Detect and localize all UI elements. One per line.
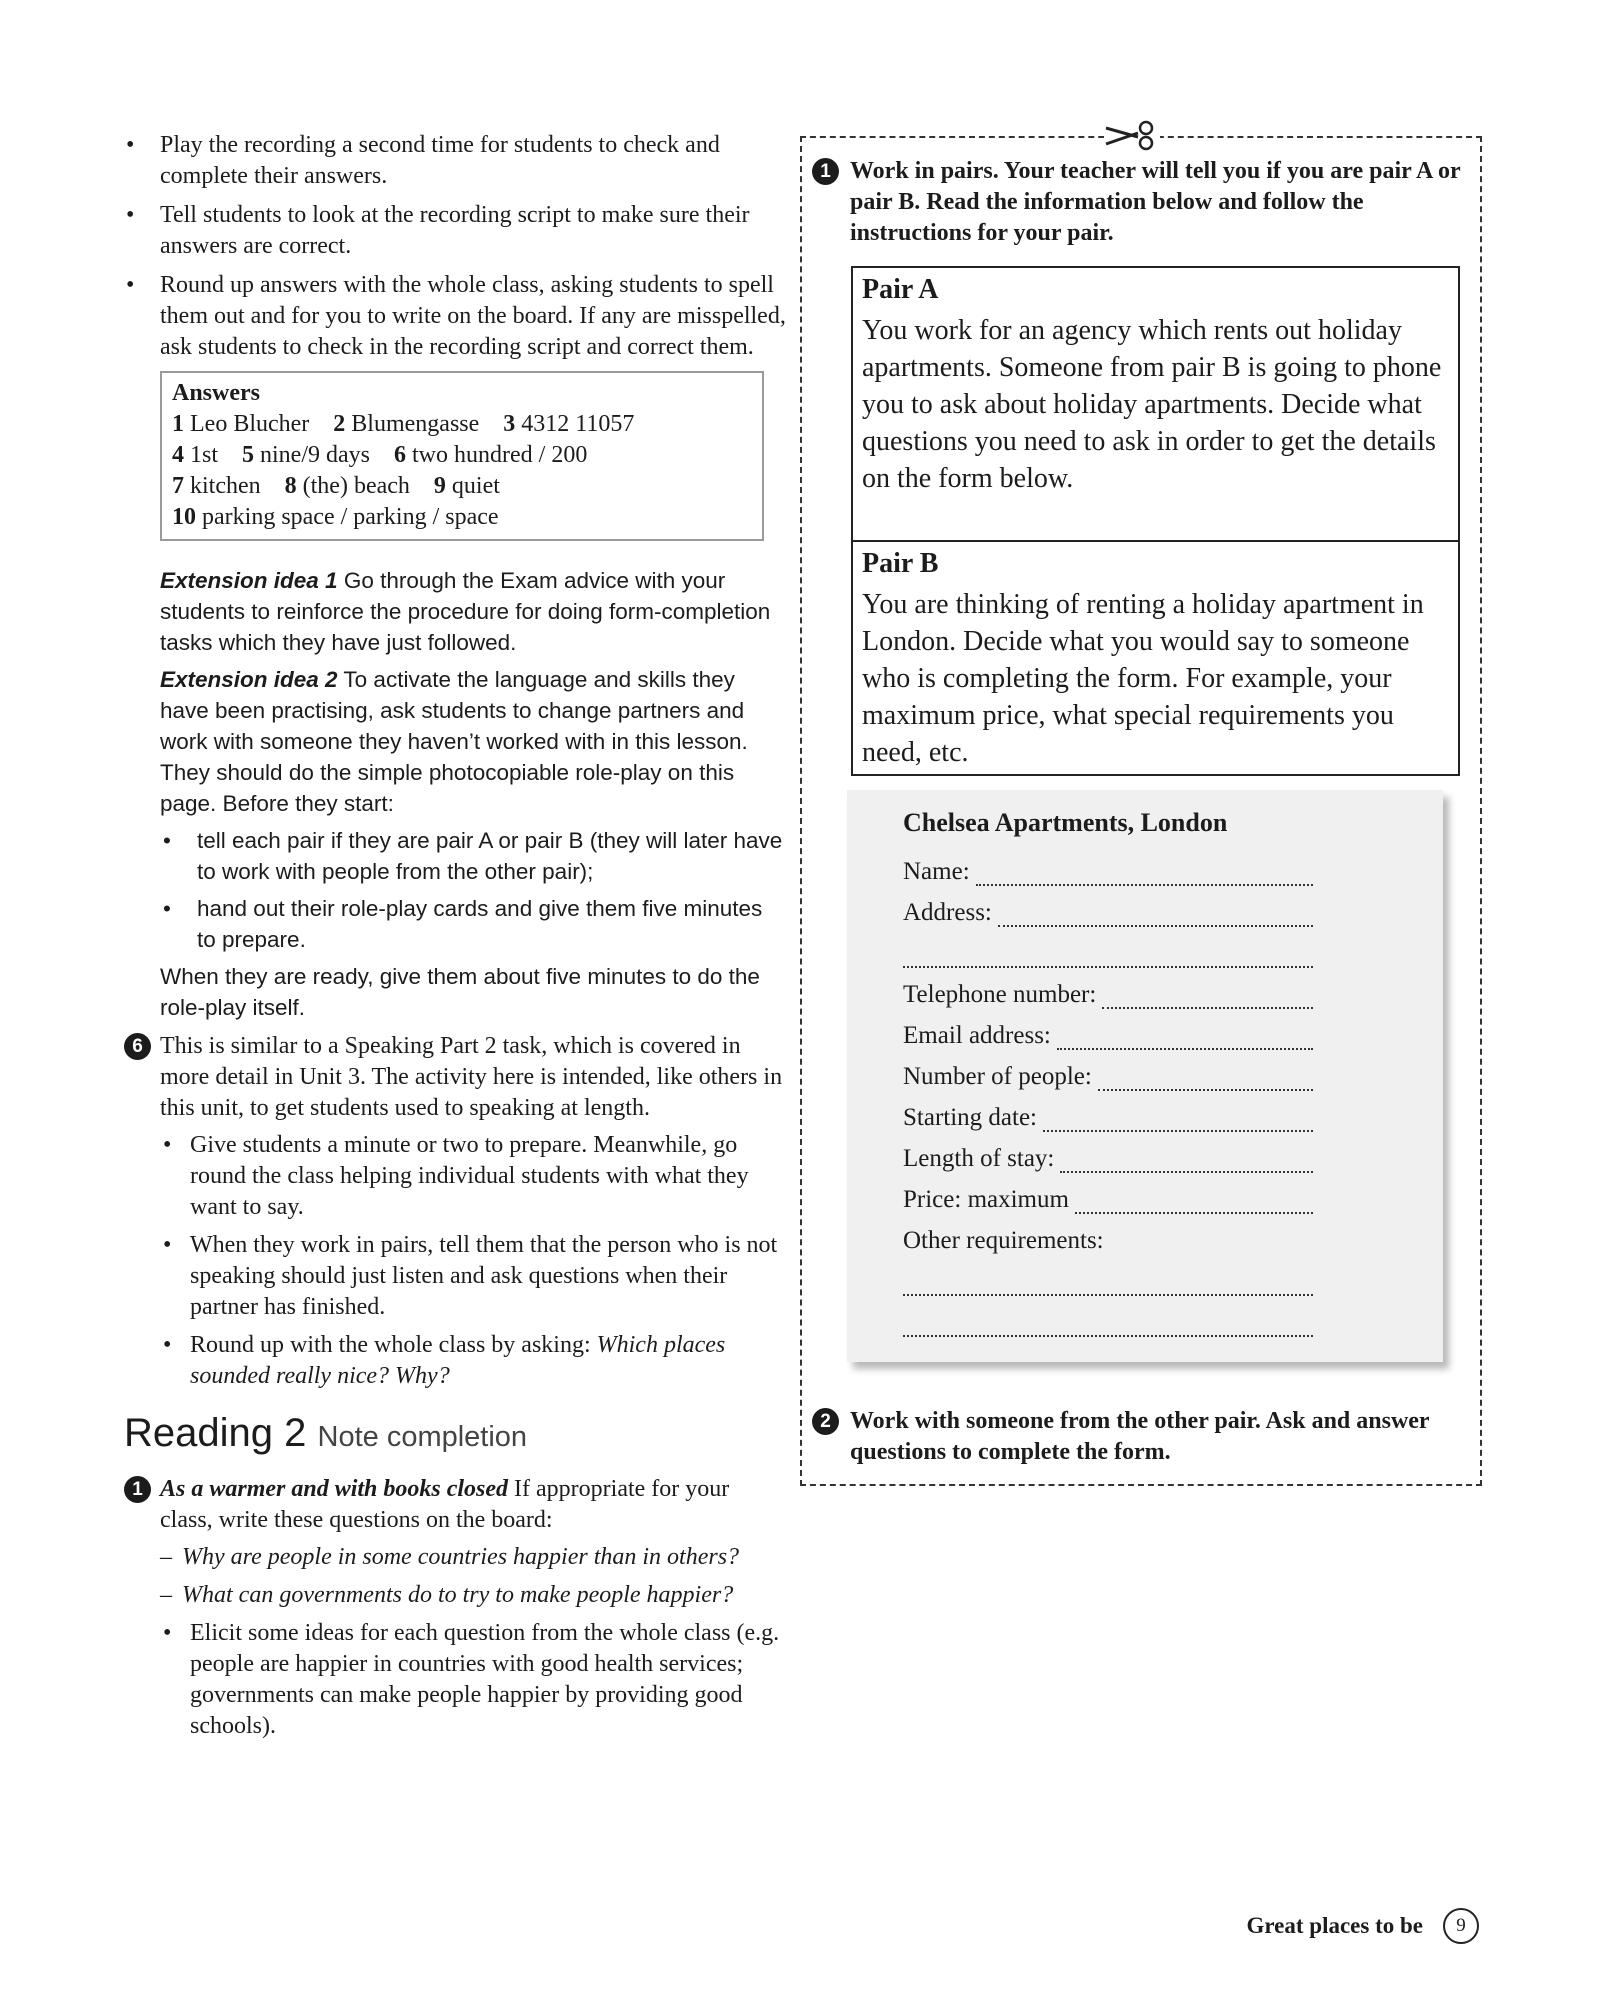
answer-number: 5 <box>242 442 255 468</box>
scissors-icon <box>1104 118 1160 152</box>
running-footer-title: Great places to be <box>1246 1913 1423 1938</box>
step-1 <box>124 1474 786 1536</box>
answer-number: 9 <box>433 473 446 499</box>
form-field-price <box>903 1182 1313 1214</box>
field-label: Price: maximum <box>903 1186 1069 1213</box>
step-1-bullets <box>160 1618 786 1742</box>
procedure-bullets <box>124 130 786 363</box>
bullet-item: • Round up answers with the whole class, asking students to spell them out and for you to write on the board. If any are misspelled, ask students to check in the recording script and correct them. <box>124 270 786 363</box>
page-number: 9 <box>1443 1908 1479 1944</box>
field-label: Email address: <box>903 1022 1051 1049</box>
question-item: – What can governments do to try to make people happier? <box>160 1580 786 1611</box>
pair-b-text: You are thinking of renting a holiday apartment in London. Decide what you would say to someone who is completing the form. For example, your maximum price, what special requirements you need, etc. <box>862 589 1424 768</box>
extension-after-text: When they are ready, give them about five minutes to do the role-play itself. <box>160 964 760 1020</box>
step-number-badge: 1 <box>812 158 839 185</box>
list-item: • Elicit some ideas for each question from the whole class (e.g. people are happier in countries with good health services; governments can make people happier by providing good schools). <box>160 1618 786 1742</box>
answers-box <box>160 371 764 541</box>
blank-line <box>903 1313 1313 1337</box>
list-item: • Give students a minute or two to prepare. Meanwhile, go round the class helping individual students with what they want to say. <box>160 1130 786 1223</box>
warmer-questions <box>160 1542 786 1611</box>
instruction-text: Work in pairs. Your teacher will tell you if you are pair A or pair B. Read the information below and follow the instructions for your pair. <box>850 158 1461 246</box>
booking-form <box>847 790 1443 1362</box>
form-field-email <box>903 1018 1313 1050</box>
instruction-2 <box>812 1406 1490 1468</box>
list-item: • When they work in pairs, tell them that the person who is not speaking should just listen and ask questions when their partner has finished. <box>160 1230 786 1323</box>
blank-line <box>1102 985 1313 1009</box>
form-field-start-date <box>903 1100 1313 1132</box>
form-field-other-line2 <box>903 1305 1313 1337</box>
field-label: Address: <box>903 899 992 926</box>
page-footer <box>1246 1908 1479 1944</box>
answer-text: nine/9 days <box>260 442 370 468</box>
list-item-question: Which places sounded really nice? Why? <box>190 1332 726 1389</box>
field-label: Length of stay: <box>903 1145 1055 1172</box>
form-field-other-requirements <box>903 1223 1313 1255</box>
form-field-length-of-stay <box>903 1141 1313 1173</box>
list-item: • tell each pair if they are pair A or pair B (they will later have to work with people from the other pair); <box>160 825 786 887</box>
form-field-address-line2 <box>903 936 1313 968</box>
extension-label: Extension idea 1 <box>160 568 338 593</box>
list-item-text: Round up with the whole class by asking: <box>190 1332 591 1358</box>
blank-line <box>903 1272 1313 1296</box>
step-text: This is similar to a Speaking Part 2 task, which is covered in more detail in Unit 3. The activity here is intended, like others in this unit, to get students used to speaking at length. <box>160 1033 783 1121</box>
pair-a-box <box>851 266 1460 542</box>
pair-b-box <box>851 540 1460 776</box>
extension-text: Go through the Exam advice with your students to reinforce the procedure for doing form-completion tasks which they have just followed. <box>160 568 771 655</box>
bullet-item: • Play the recording a second time for students to check and complete their answers. <box>124 130 786 192</box>
field-label: Name: <box>903 858 970 885</box>
extension-idea-1 <box>124 565 786 658</box>
step-label: As a warmer and with books closed <box>160 1476 509 1502</box>
instruction-text: Work with someone from the other pair. Ask and answer questions to complete the form. <box>850 1408 1430 1465</box>
pair-a-title: Pair A <box>862 274 939 305</box>
instruction-1 <box>812 156 1490 249</box>
form-title: Chelsea Apartments, London <box>903 808 1228 837</box>
blank-line <box>903 944 1313 968</box>
blank-line <box>998 903 1313 927</box>
extension-idea-2 <box>124 664 786 819</box>
bullet-item: • Tell students to look at the recording script to make sure their answers are correct. <box>124 200 786 262</box>
pair-b-title: Pair B <box>862 548 939 579</box>
answer-text: kitchen <box>190 473 261 499</box>
pair-a-text: You work for an agency which rents out holiday apartments. Someone from pair B is going to phone you to ask about holiday apartments. Decide what questions you need to ask in order to get the details on the form below. <box>862 315 1442 494</box>
section-title: Reading 2 <box>124 1411 307 1455</box>
section-subtitle: Note completion <box>317 1421 528 1453</box>
form-field-name <box>903 854 1313 886</box>
field-label: Other requirements: <box>903 1227 1104 1254</box>
answer-text: (the) beach <box>302 473 410 499</box>
answer-number: 3 <box>503 411 516 437</box>
extension-steps <box>160 825 786 955</box>
question-item: – Why are people in some countries happier than in others? <box>160 1542 786 1573</box>
answer-number: 8 <box>284 473 297 499</box>
blank-line <box>976 862 1313 886</box>
step-number-badge: 2 <box>812 1408 839 1435</box>
form-field-address <box>903 895 1313 927</box>
extension-text: To activate the language and skills they have been practising, ask students to change partners and work with someone they haven’t worked with in this lesson. They should do the simple photocopiable role-play on this page. Before they start: <box>160 667 748 816</box>
step-number-badge: 6 <box>124 1033 151 1060</box>
answer-text: quiet <box>451 473 500 499</box>
blank-line <box>1043 1108 1313 1132</box>
answer-number: 7 <box>172 473 184 499</box>
blank-line <box>1057 1026 1313 1050</box>
teacher-notes-column <box>124 130 786 1749</box>
form-field-people <box>903 1059 1313 1091</box>
form-field-telephone <box>903 977 1313 1009</box>
answer-text: 4312 11057 <box>521 411 635 437</box>
list-item <box>160 1330 786 1392</box>
field-label: Number of people: <box>903 1063 1092 1090</box>
form-field-other-line1 <box>903 1264 1313 1296</box>
answer-number: 6 <box>394 442 406 468</box>
answer-text: 1st <box>190 442 219 468</box>
answer-number: 4 <box>172 442 184 468</box>
step-6-bullets <box>160 1130 786 1392</box>
answer-number: 2 <box>333 411 346 437</box>
answer-text: Blumengasse <box>351 411 480 437</box>
answer-text: Leo Blucher <box>190 411 310 437</box>
answers-title: Answers <box>172 380 260 406</box>
step-text: If appropriate for your class, write these questions on the board: <box>160 1476 730 1533</box>
answer-number: 10 <box>172 504 196 530</box>
field-label: Telephone number: <box>903 981 1097 1008</box>
section-heading <box>124 1410 786 1460</box>
field-label: Starting date: <box>903 1104 1037 1131</box>
step-6 <box>124 1031 786 1124</box>
blank-line <box>1075 1190 1313 1214</box>
blank-line <box>1060 1149 1313 1173</box>
answer-number: 1 <box>172 411 184 437</box>
answer-text: two hundred / 200 <box>412 442 588 468</box>
extension-label: Extension idea 2 <box>160 667 338 692</box>
blank-line <box>1098 1067 1313 1091</box>
step-number-badge: 1 <box>124 1476 151 1503</box>
answer-text: parking space / parking / space <box>202 504 499 530</box>
list-item: • hand out their role-play cards and give them five minutes to prepare. <box>160 893 786 955</box>
